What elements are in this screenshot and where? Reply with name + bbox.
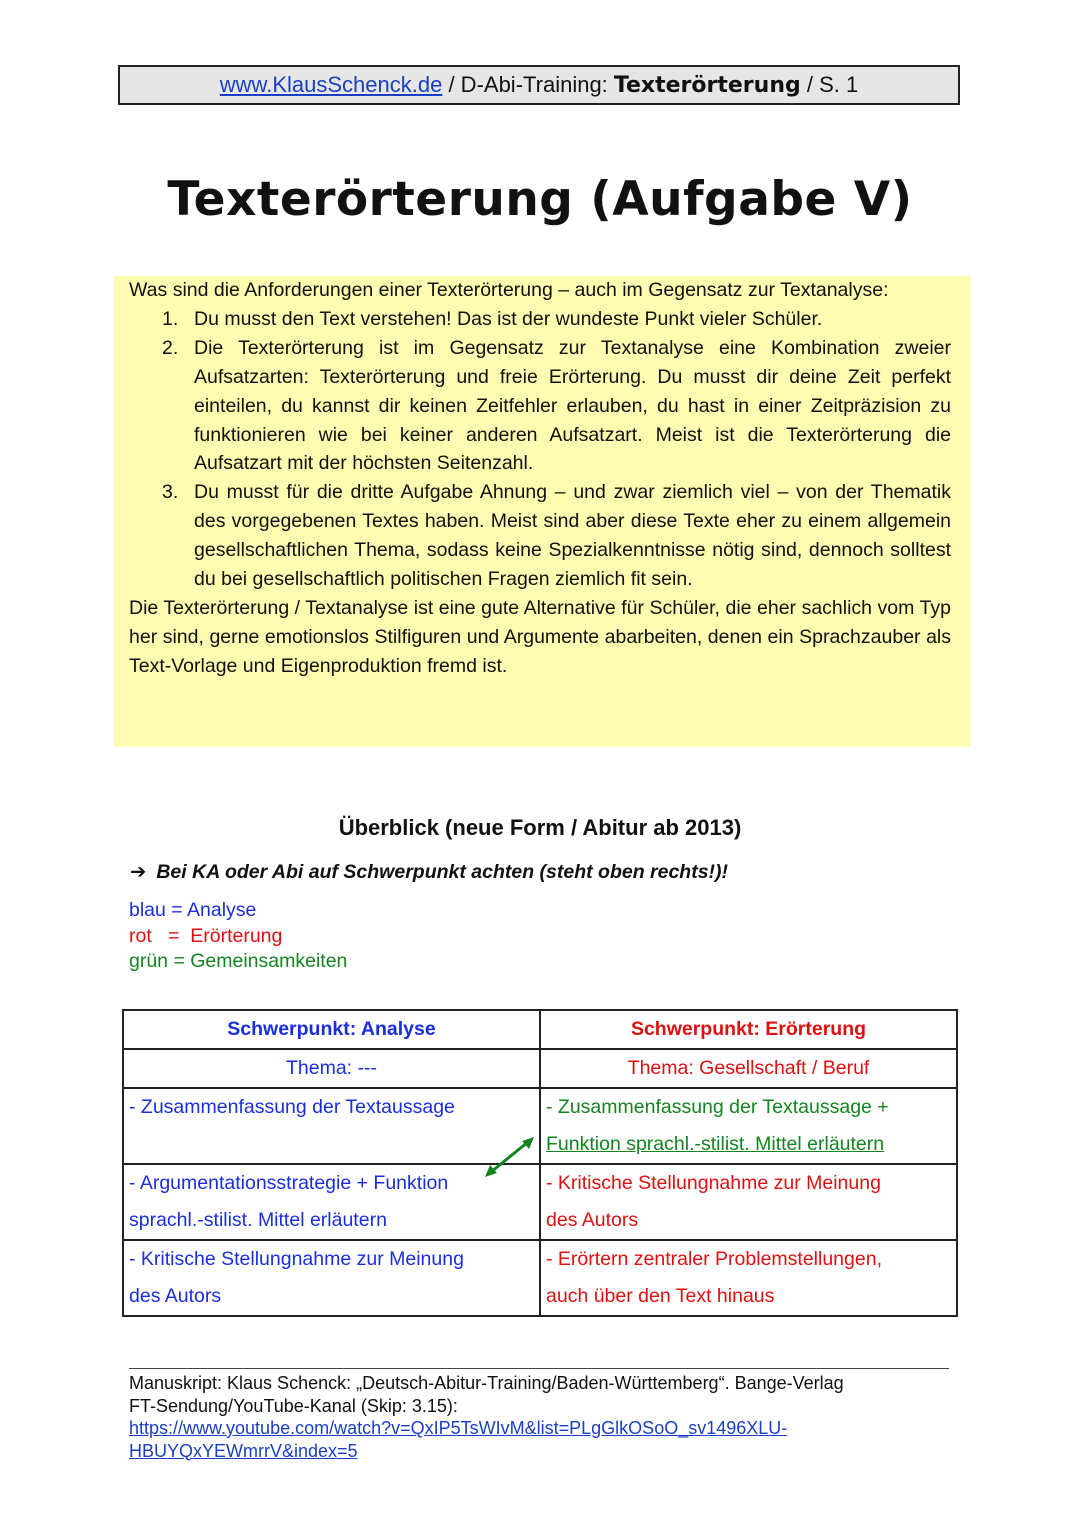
requirements-intro: Was sind die Anforderungen einer Texterörterung – auch im Gegensatz zur Textanalyse: (129, 279, 889, 301)
table-cell (540, 1240, 957, 1316)
header-page: / S. 1 (800, 72, 859, 97)
list-item-number: 3. (162, 481, 179, 504)
page-title: Texterörterung (Aufgabe V) (167, 172, 913, 227)
legend-red: rot = Erörterung (129, 924, 283, 947)
list-item-number: 2. (162, 336, 179, 359)
page-header (118, 65, 960, 105)
double-arrow-icon (485, 1136, 535, 1178)
cell-text: - Erörtern zentraler Problemstellungen, (546, 1248, 882, 1270)
analysis-header: Schwerpunkt: Analyse (123, 1010, 540, 1049)
cell-text: - Kritische Stellungnahme zur Meinung (546, 1172, 881, 1194)
discussion-header: Schwerpunkt: Erörterung (540, 1010, 957, 1049)
table-cell (123, 1240, 540, 1316)
list-item-text: Die Texterörterung ist im Gegensatz zur Textanalyse eine Kombination zweier Aufsatzarten: Texterörterung und freie Erörterung. Du musst dir deine Zeit perfekt einteilen, du kannst dir keinen Zeitfehler erlauben, du hast in einer Zeitpräzision zu funktionieren wie bei keiner anderen Aufsatzart. Meist ist die Texterörterung die Aufsatzart mit der höchsten Seitenzahl. (194, 336, 951, 475)
legend-green: grün = Gemeinsamkeiten (129, 950, 348, 972)
requirements-list (129, 305, 951, 594)
table-cell (123, 1088, 540, 1164)
table-cell (540, 1088, 957, 1164)
footer (129, 1372, 844, 1462)
analysis-theme: Thema: --- (123, 1049, 540, 1088)
header-topic: Texterörterung (613, 72, 801, 98)
footer-divider (129, 1368, 949, 1369)
cell-text: Funktion sprachl.-stilist. Mittel erläutern (546, 1133, 885, 1155)
table-cell (540, 1164, 957, 1240)
site-link[interactable]: www.KlausSchenck.de (219, 72, 443, 97)
table-row (123, 1049, 957, 1088)
legend-blue: blau = Analyse (129, 899, 257, 921)
header-series: / D-Abi-Training: (442, 72, 614, 97)
cell-text: - Kritische Stellungnahme zur Meinung (129, 1248, 464, 1270)
list-item (129, 478, 951, 594)
youtube-link-continued[interactable]: HBUYQxYEWmrrV&index=5 (129, 1440, 358, 1461)
list-item-number: 1. (162, 307, 179, 330)
cell-text: sprachl.-stilist. Mittel erläutern (129, 1209, 387, 1231)
hint-line (130, 860, 728, 884)
table-row (123, 1088, 957, 1164)
list-item-text: Du musst für die dritte Aufgabe Ahnung – und zwar ziemlich viel – von der Thematik des vorgegebenen Textes haben. Meist sind aber diese Texte eher zu einem allgemein gesellschaftlichen Thema, sodass keine Spezialkenntnisse nötig sind, dennoch solltest du bei gesellschaftlich politischen Fragen ziemlich fit sein. (194, 481, 951, 591)
list-item (129, 334, 951, 479)
table-cell (123, 1164, 540, 1240)
table-row (123, 1164, 957, 1240)
cell-text: des Autors (129, 1285, 222, 1307)
table-header-row (123, 1010, 957, 1049)
arrow-right-icon: ➔ (130, 861, 147, 883)
footer-broadcast: FT-Sendung/YouTube-Kanal (Skip: 3.15): (129, 1395, 458, 1416)
list-item (129, 305, 951, 334)
requirements-box (114, 276, 971, 747)
overview-title: Überblick (neue Form / Abitur ab 2013) (338, 815, 742, 840)
discussion-theme: Thema: Gesellschaft / Beruf (540, 1049, 957, 1088)
table-row (123, 1240, 957, 1316)
cell-text: des Autors (546, 1209, 639, 1231)
footer-source: Manuskript: Klaus Schenck: „Deutsch-Abitur-Training/Baden-Württemberg“. Bange-Verlag (129, 1373, 844, 1393)
comparison-table (122, 1009, 958, 1317)
cell-text: auch über den Text hinaus (546, 1285, 775, 1307)
color-legend (129, 898, 347, 975)
cell-text: - Argumentationsstrategie + Funktion (129, 1172, 449, 1194)
cell-text: - Zusammenfassung der Textaussage + (546, 1096, 889, 1118)
hint-text: Bei KA oder Abi auf Schwerpunkt achten (steht oben rechts!)! (156, 861, 729, 883)
list-item-text: Du musst den Text verstehen! Das ist der wundeste Punkt vieler Schüler. (194, 307, 823, 330)
youtube-link[interactable]: https://www.youtube.com/watch?v=QxIP5TsWIvM&list=PLgGlkOSoO_sv1496XLU- (129, 1418, 788, 1438)
cell-text: - Zusammenfassung der Textaussage (129, 1096, 455, 1118)
requirements-closing: Die Texterörterung / Textanalyse ist eine gute Alternative für Schüler, die eher sachlich vom Typ her sind, gerne emotionslos Stilfiguren und Argumente abarbeiten, denen ein Sprachzauber als Text-Vorlage und Eigenproduktion fremd ist. (129, 596, 951, 677)
